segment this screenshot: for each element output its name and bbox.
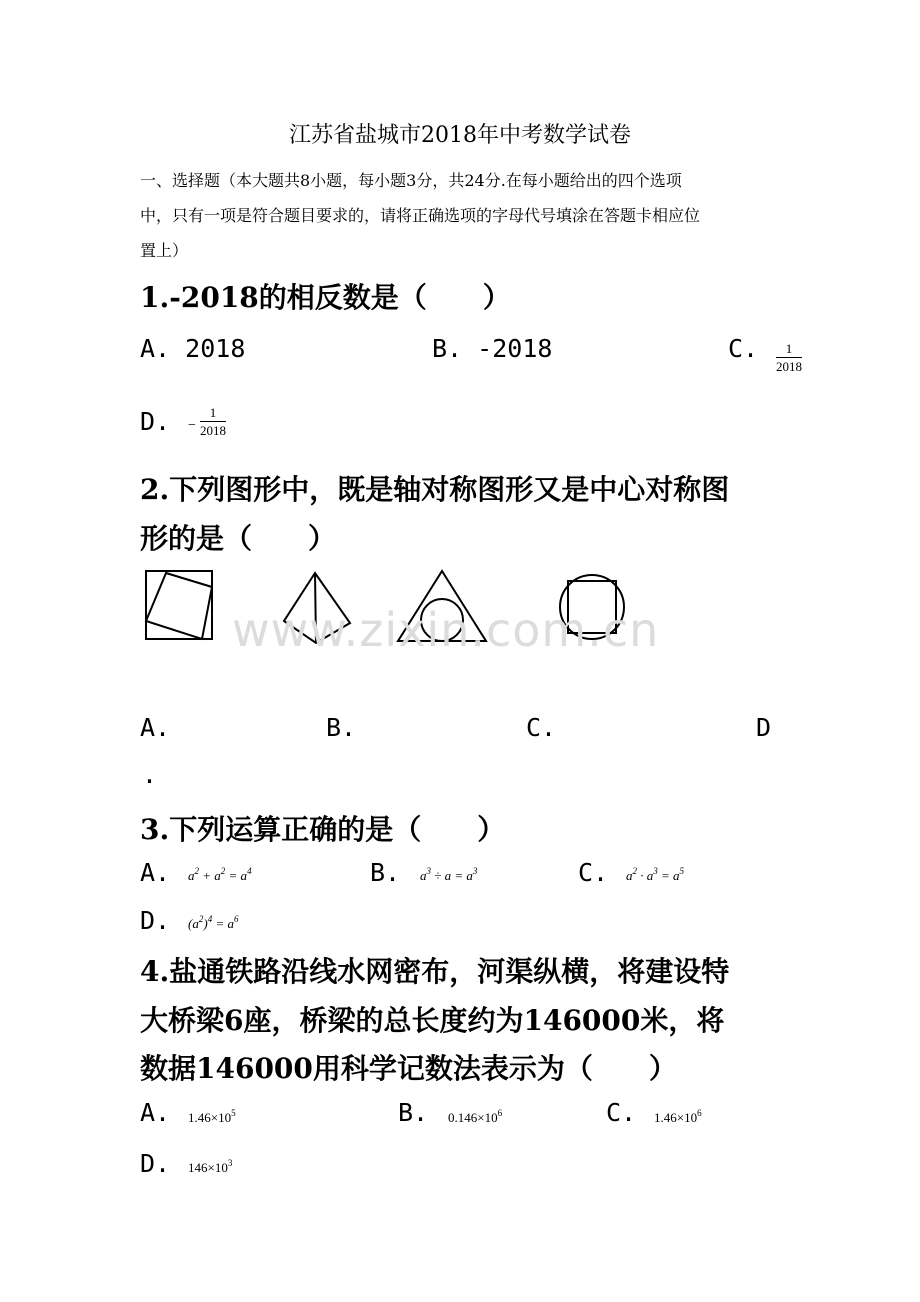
q2-option-c-label: C.: [526, 713, 557, 742]
q4-option-a-value: [188, 1108, 236, 1126]
q4-option-c-label: C.: [606, 1098, 637, 1127]
q4-option-c-exponent: 6: [697, 1108, 702, 1118]
q4-option-c-base: 1.46×10: [654, 1110, 698, 1125]
q3-option-a-formula: $a^2 + a^2 = a^4$: [188, 866, 252, 883]
q4-option-a-exponent: 5: [231, 1108, 236, 1118]
q4-option-b-exponent: 6: [497, 1108, 503, 1118]
q3-option-d-label: D.: [140, 906, 171, 935]
q3-option-c-formula: $a^2 \cdot a^3 = a^5$: [626, 866, 685, 883]
q1-option-b-label: B.: [432, 334, 463, 363]
q2-option-b-label: B.: [326, 713, 357, 742]
q1-option-a: [140, 334, 245, 363]
question-2-line-2: 形的是（ ）: [140, 522, 337, 555]
q4-option-d-base: 146×10: [188, 1160, 228, 1175]
question-1-text: 1.-2018的相反数是（ ）: [140, 281, 511, 314]
q4-option-b-value: [448, 1108, 502, 1126]
q4-option-a-label: A.: [140, 1098, 171, 1127]
q1-option-b-value: -2018: [477, 334, 553, 363]
q1-option-d-minus: −: [188, 418, 196, 433]
q3-option-c-label: C.: [578, 858, 609, 887]
q4-option-b-label: B.: [398, 1098, 429, 1127]
q1-option-b: [432, 334, 552, 363]
q3-option-b-label: B.: [370, 858, 401, 887]
question-2-line-1: 2.下列图形中，既是轴对称图形又是中心对称图: [140, 473, 730, 506]
q1-option-c-fraction: [776, 341, 802, 375]
q3-option-d-formula: $(a^2)^4 = a^6$: [188, 914, 239, 931]
watermark: www.zixin.com.cn: [232, 603, 660, 657]
q3-option-a-label: A.: [140, 858, 171, 887]
q1-option-d-numerator: 1: [209, 405, 217, 420]
section-intro-line-2: 中，只有一项是符合题目要求的，请将正确选项的字母代号填涂在答题卡相应位: [140, 206, 701, 225]
q1-option-d-fraction: [200, 405, 226, 439]
q2-option-d-label: D: [756, 713, 772, 742]
q4-option-d-value: [188, 1158, 232, 1176]
question-3-text: 3.下列运算正确的是（ ）: [140, 813, 506, 846]
q1-option-a-label: A.: [140, 334, 171, 363]
page-title: 江苏省盐城市2018年中考数学试卷: [289, 123, 631, 148]
question-4-line-3: 数据146000用科学记数法表示为（ ）: [140, 1052, 677, 1085]
q2-option-a-label: A.: [140, 713, 171, 742]
q2-option-d-dot: .: [142, 760, 158, 789]
q1-option-d-label: D.: [140, 407, 171, 436]
q4-option-c-value: [654, 1108, 702, 1126]
question-4-line-1: 4.盐通铁路沿线水网密布，河渠纵横，将建设特: [140, 955, 730, 988]
figure-a-square-in-square: [146, 571, 212, 639]
q4-option-b-base: 0.146×10: [448, 1110, 498, 1125]
section-intro-line-3: 置上）: [140, 241, 189, 260]
q4-option-a-base: 1.46×10: [188, 1110, 232, 1125]
q4-option-d-exponent: 3: [227, 1158, 233, 1168]
q1-option-c-numerator: 1: [785, 341, 793, 356]
q1-option-c-label: C.: [728, 334, 759, 363]
question-4-line-2: 大桥梁6座，桥梁的总长度约为146000米，将: [140, 1004, 725, 1037]
q1-option-d-denominator: 2018: [200, 423, 226, 438]
q4-option-d-label: D.: [140, 1149, 171, 1178]
q1-option-c-denominator: 2018: [776, 359, 802, 374]
q1-option-a-value: 2018: [185, 334, 246, 363]
section-intro-line-1: 一、选择题（本大题共8小题，每小题3分，共24分.在每小题给出的四个选项: [140, 171, 682, 190]
q3-option-b-formula: $a^3 \div a = a^3$: [420, 866, 478, 883]
